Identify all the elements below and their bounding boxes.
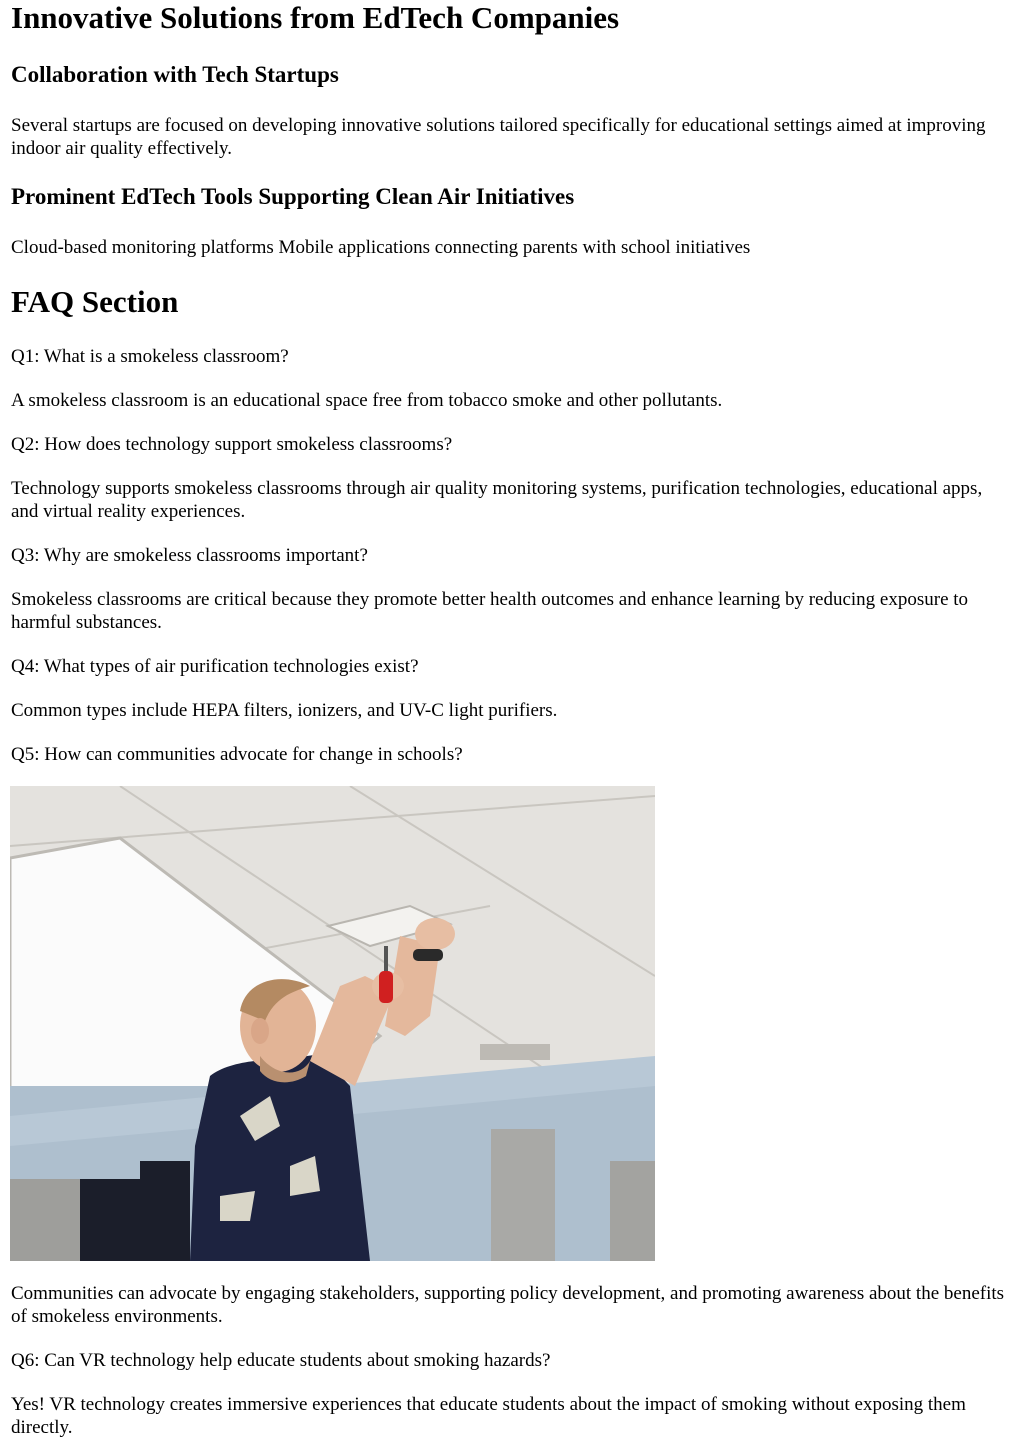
faq-question-3: Q3: Why are smokeless classrooms important? bbox=[11, 545, 368, 566]
faq-answer-6: Yes! VR technology creates immersive experiences that educate students about the impact of smoking without exposing them directly. bbox=[11, 1394, 966, 1438]
faq-question-4: Q4: What types of air purification technologies exist? bbox=[11, 656, 419, 677]
classroom-photo bbox=[10, 786, 655, 1261]
faq-question-1: Q1: What is a smokeless classroom? bbox=[11, 346, 289, 367]
faq-answer-3: Smokeless classrooms are critical because they promote better health outcomes and enhance learning by reducing exposure to harmful substances. bbox=[11, 589, 969, 633]
section-heading-startups: Collaboration with Tech Startups bbox=[11, 62, 339, 87]
faq-answer-2: Technology supports smokeless classrooms through air quality monitoring systems, purification technologies, educational apps, and virtual reality experiences. bbox=[11, 478, 983, 522]
faq-heading: FAQ Section bbox=[11, 284, 179, 319]
faq-answer-5: Communities can advocate by engaging stakeholders, supporting policy development, and promoting awareness about the benefits of smokeless environments. bbox=[11, 1283, 1005, 1327]
page-title: Innovative Solutions from EdTech Companies bbox=[11, 0, 620, 35]
section-text-tools: Cloud-based monitoring platforms Mobile applications connecting parents with school initiatives bbox=[11, 237, 751, 258]
faq-question-2: Q2: How does technology support smokeless classrooms? bbox=[11, 434, 453, 455]
faq-question-5: Q5: How can communities advocate for change in schools? bbox=[11, 744, 463, 765]
faq-question-6: Q6: Can VR technology help educate students about smoking hazards? bbox=[11, 1350, 551, 1371]
photo-illustration bbox=[10, 786, 655, 1261]
section-heading-tools: Prominent EdTech Tools Supporting Clean Air Initiatives bbox=[11, 184, 575, 209]
faq-answer-4: Common types include HEPA filters, ionizers, and UV-C light purifiers. bbox=[11, 700, 558, 721]
faq-answer-1: A smokeless classroom is an educational space free from tobacco smoke and other pollutants. bbox=[11, 390, 723, 411]
section-text-startups: Several startups are focused on developing innovative solutions tailored specifically for educational settings aimed at improving indoor air quality effectively. bbox=[11, 115, 986, 159]
